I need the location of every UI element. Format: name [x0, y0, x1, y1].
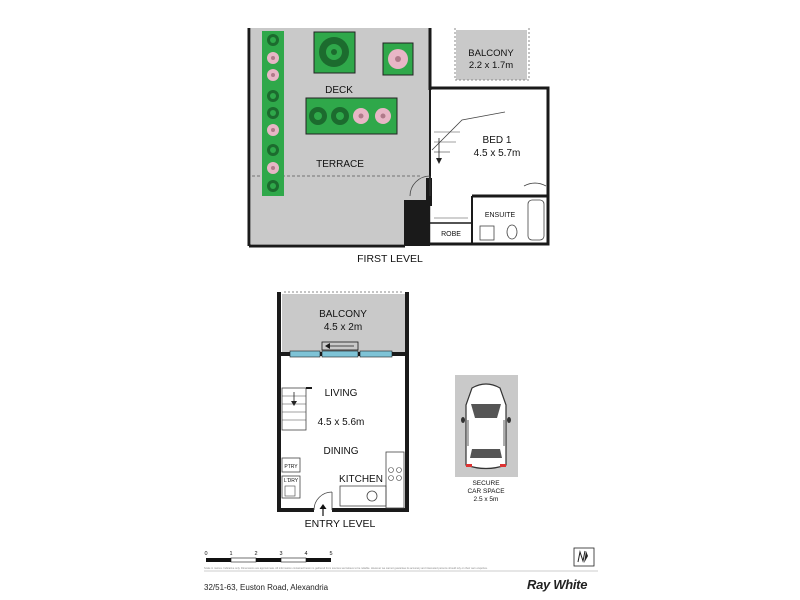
scale-tick: 1	[229, 551, 233, 557]
balcony-label: BALCONY	[319, 309, 367, 320]
terrace-label: TERRACE	[316, 159, 364, 170]
car-icon	[461, 384, 511, 469]
window-left	[290, 351, 320, 357]
flower-icon	[267, 162, 279, 174]
window-right	[360, 351, 392, 357]
stair-icon	[282, 388, 312, 430]
living-label: LIVING	[324, 388, 358, 399]
kitchen-island	[340, 486, 386, 506]
entry-level-title: ENTRY LEVEL	[304, 518, 376, 530]
first-level-title: FIRST LEVEL	[357, 253, 423, 265]
ensuite-label: ENSUITE	[484, 212, 516, 219]
plant-icon	[267, 90, 279, 102]
door-swing-icon	[524, 183, 546, 186]
scale-tick: 3	[279, 551, 283, 557]
flower-icon	[267, 124, 279, 136]
basin-icon	[480, 226, 494, 240]
property-address: 32/51-63, Euston Road, Alexandria	[204, 583, 329, 592]
car-space-label-1: SECURE	[472, 480, 500, 487]
wall-column	[404, 200, 430, 246]
bed1-label: BED 1	[482, 135, 512, 146]
bathtub-icon	[528, 200, 544, 240]
north-arrow-icon	[574, 548, 594, 566]
living-dims: 4.5 x 5.6m	[317, 417, 365, 428]
entry-arrow-icon	[320, 504, 327, 516]
plant-icon	[267, 107, 279, 119]
car-space-label-2: CAR SPACE	[467, 488, 505, 495]
plant-icon	[331, 107, 349, 125]
sink-icon	[367, 491, 377, 501]
deck-label: DECK	[325, 85, 353, 96]
bed1-dims: 4.5 x 5.7m	[473, 148, 521, 159]
flower-icon	[375, 108, 391, 124]
car-space	[455, 375, 518, 503]
balcony-dims: 2.2 x 1.7m	[468, 60, 514, 71]
brand-logo: Ray White	[527, 577, 588, 592]
laundry-label: L'DRY	[283, 478, 299, 484]
flower-icon	[353, 108, 369, 124]
flower-icon	[267, 52, 279, 64]
balcony-label: BALCONY	[468, 48, 514, 59]
robe-label: ROBE	[441, 231, 461, 238]
entry-level-plan	[279, 292, 407, 530]
scale-tick: 5	[329, 551, 333, 557]
first-level-plan	[249, 28, 548, 265]
window-center	[322, 351, 358, 357]
toilet-icon	[507, 225, 517, 239]
plant-icon	[309, 107, 327, 125]
pantry-label: PTRY	[284, 464, 298, 470]
dining-label: DINING	[323, 446, 359, 457]
kitchen-bench	[386, 452, 404, 508]
plant-icon	[267, 180, 279, 192]
disclaimer-text: Scale in metres. Indicative only. Dimensions are approximate. All information contained herein is gathered from sources we believe to be reliable. However we cannot guarantee its accuracy and interested persons should rely on their own enquiries.	[204, 567, 488, 570]
flower-icon	[267, 69, 279, 81]
car-space-dims: 2.5 x 5m	[473, 496, 499, 503]
kitchen-label: KITCHEN	[339, 474, 383, 485]
laundry-tub-icon	[285, 486, 295, 496]
planter-plants	[267, 34, 279, 192]
flower-icon	[388, 49, 408, 69]
plant-icon	[267, 34, 279, 46]
plant-icon	[319, 37, 349, 67]
cooktop-icon	[389, 468, 402, 481]
scale-tick: 4	[304, 551, 308, 557]
scale-bar	[204, 551, 332, 562]
scale-tick: 0	[204, 551, 208, 557]
balcony-dims: 4.5 x 2m	[323, 322, 363, 333]
scale-tick: 2	[254, 551, 258, 557]
wall-stub	[426, 178, 432, 206]
plant-icon	[267, 144, 279, 156]
